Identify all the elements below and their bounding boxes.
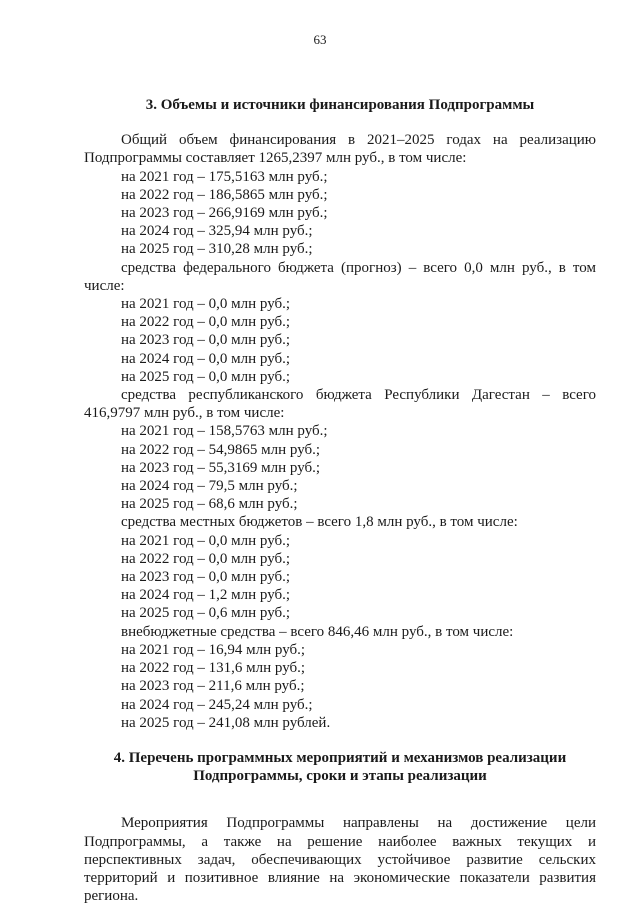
list-item: на 2022 год – 186,5865 млн руб.; bbox=[121, 186, 328, 203]
section-4-title bbox=[84, 749, 596, 785]
list-item: на 2023 год – 266,9169 млн руб.; bbox=[121, 205, 328, 222]
local-budget-intro: средства местных бюджетов – всего 1,8 млн руб., в том числе: bbox=[121, 514, 518, 531]
federal-budget-list bbox=[84, 295, 596, 386]
list-item: на 2021 год – 0,0 млн руб.; bbox=[121, 532, 291, 549]
section-3-title: 3. Объемы и источники финансирования Подпрограммы bbox=[145, 97, 535, 113]
document-body bbox=[84, 96, 596, 905]
list-item: на 2024 год – 1,2 млн руб.; bbox=[121, 587, 291, 604]
republic-budget-list bbox=[84, 422, 596, 513]
list-item: на 2024 год – 0,0 млн руб.; bbox=[121, 350, 291, 367]
republic-budget-intro: средства республиканского бюджета Республики Дагестан – всего 416,9797 млн руб., в том числе: bbox=[84, 387, 596, 422]
list-item: на 2024 год – 79,5 млн руб.; bbox=[121, 478, 298, 495]
list-item: на 2023 год – 55,3169 млн руб.; bbox=[121, 459, 321, 476]
list-item: на 2024 год – 245,24 млн руб.; bbox=[121, 696, 313, 713]
page-number: 63 bbox=[313, 32, 327, 47]
list-item: на 2021 год – 0,0 млн руб.; bbox=[121, 296, 291, 313]
list-item: на 2023 год – 0,0 млн руб.; bbox=[121, 569, 291, 586]
list-item: на 2025 год – 241,08 млн рублей. bbox=[121, 714, 331, 731]
local-budget-list bbox=[84, 532, 596, 623]
section-3-intro: Общий объем финансирования в 2021–2025 годах на реализацию Подпрограммы составляет 1265,2397 млн руб., в том числе: bbox=[84, 132, 596, 167]
section-4-title-line-1: 4. Перечень программных мероприятий и механизмов реализации bbox=[113, 749, 567, 766]
list-item: на 2025 год – 0,0 млн руб.; bbox=[121, 368, 291, 385]
offbudget-intro: внебюджетные средства – всего 846,46 млн руб., в том числе: bbox=[121, 623, 514, 640]
list-item: на 2021 год – 16,94 млн руб.; bbox=[121, 641, 306, 658]
list-item: на 2022 год – 0,0 млн руб.; bbox=[121, 314, 291, 331]
section-4-title-line-2: Подпрограммы, сроки и этапы реализации bbox=[193, 768, 487, 785]
list-item: на 2022 год – 131,6 млн руб.; bbox=[121, 660, 306, 677]
list-item: на 2023 год – 0,0 млн руб.; bbox=[121, 332, 291, 349]
list-item: на 2024 год – 325,94 млн руб.; bbox=[121, 223, 313, 240]
list-item: на 2022 год – 0,0 млн руб.; bbox=[121, 550, 291, 567]
list-item: на 2023 год – 211,6 млн руб.; bbox=[121, 678, 305, 695]
total-funding-list bbox=[84, 168, 596, 259]
section-4-paragraph: Мероприятия Подпрограммы направлены на достижение цели Подпрограммы, а также на решение наиболее важных текущих и перспективных задач, обеспечивающих устойчивое развитие сельских территорий и позитивное влияние на экономические показатели развития региона. bbox=[84, 815, 596, 905]
list-item: на 2025 год – 0,6 млн руб.; bbox=[121, 605, 291, 622]
list-item: на 2025 год – 310,28 млн руб.; bbox=[121, 241, 313, 258]
offbudget-list bbox=[84, 641, 596, 732]
list-item: на 2021 год – 158,5763 млн руб.; bbox=[121, 423, 328, 440]
list-item: на 2021 год – 175,5163 млн руб.; bbox=[121, 168, 328, 185]
federal-budget-intro: средства федерального бюджета (прогноз) – всего 0,0 млн руб., в том числе: bbox=[84, 259, 596, 294]
list-item: на 2022 год – 54,9865 млн руб.; bbox=[121, 441, 321, 458]
list-item: на 2025 год – 68,6 млн руб.; bbox=[121, 496, 298, 513]
